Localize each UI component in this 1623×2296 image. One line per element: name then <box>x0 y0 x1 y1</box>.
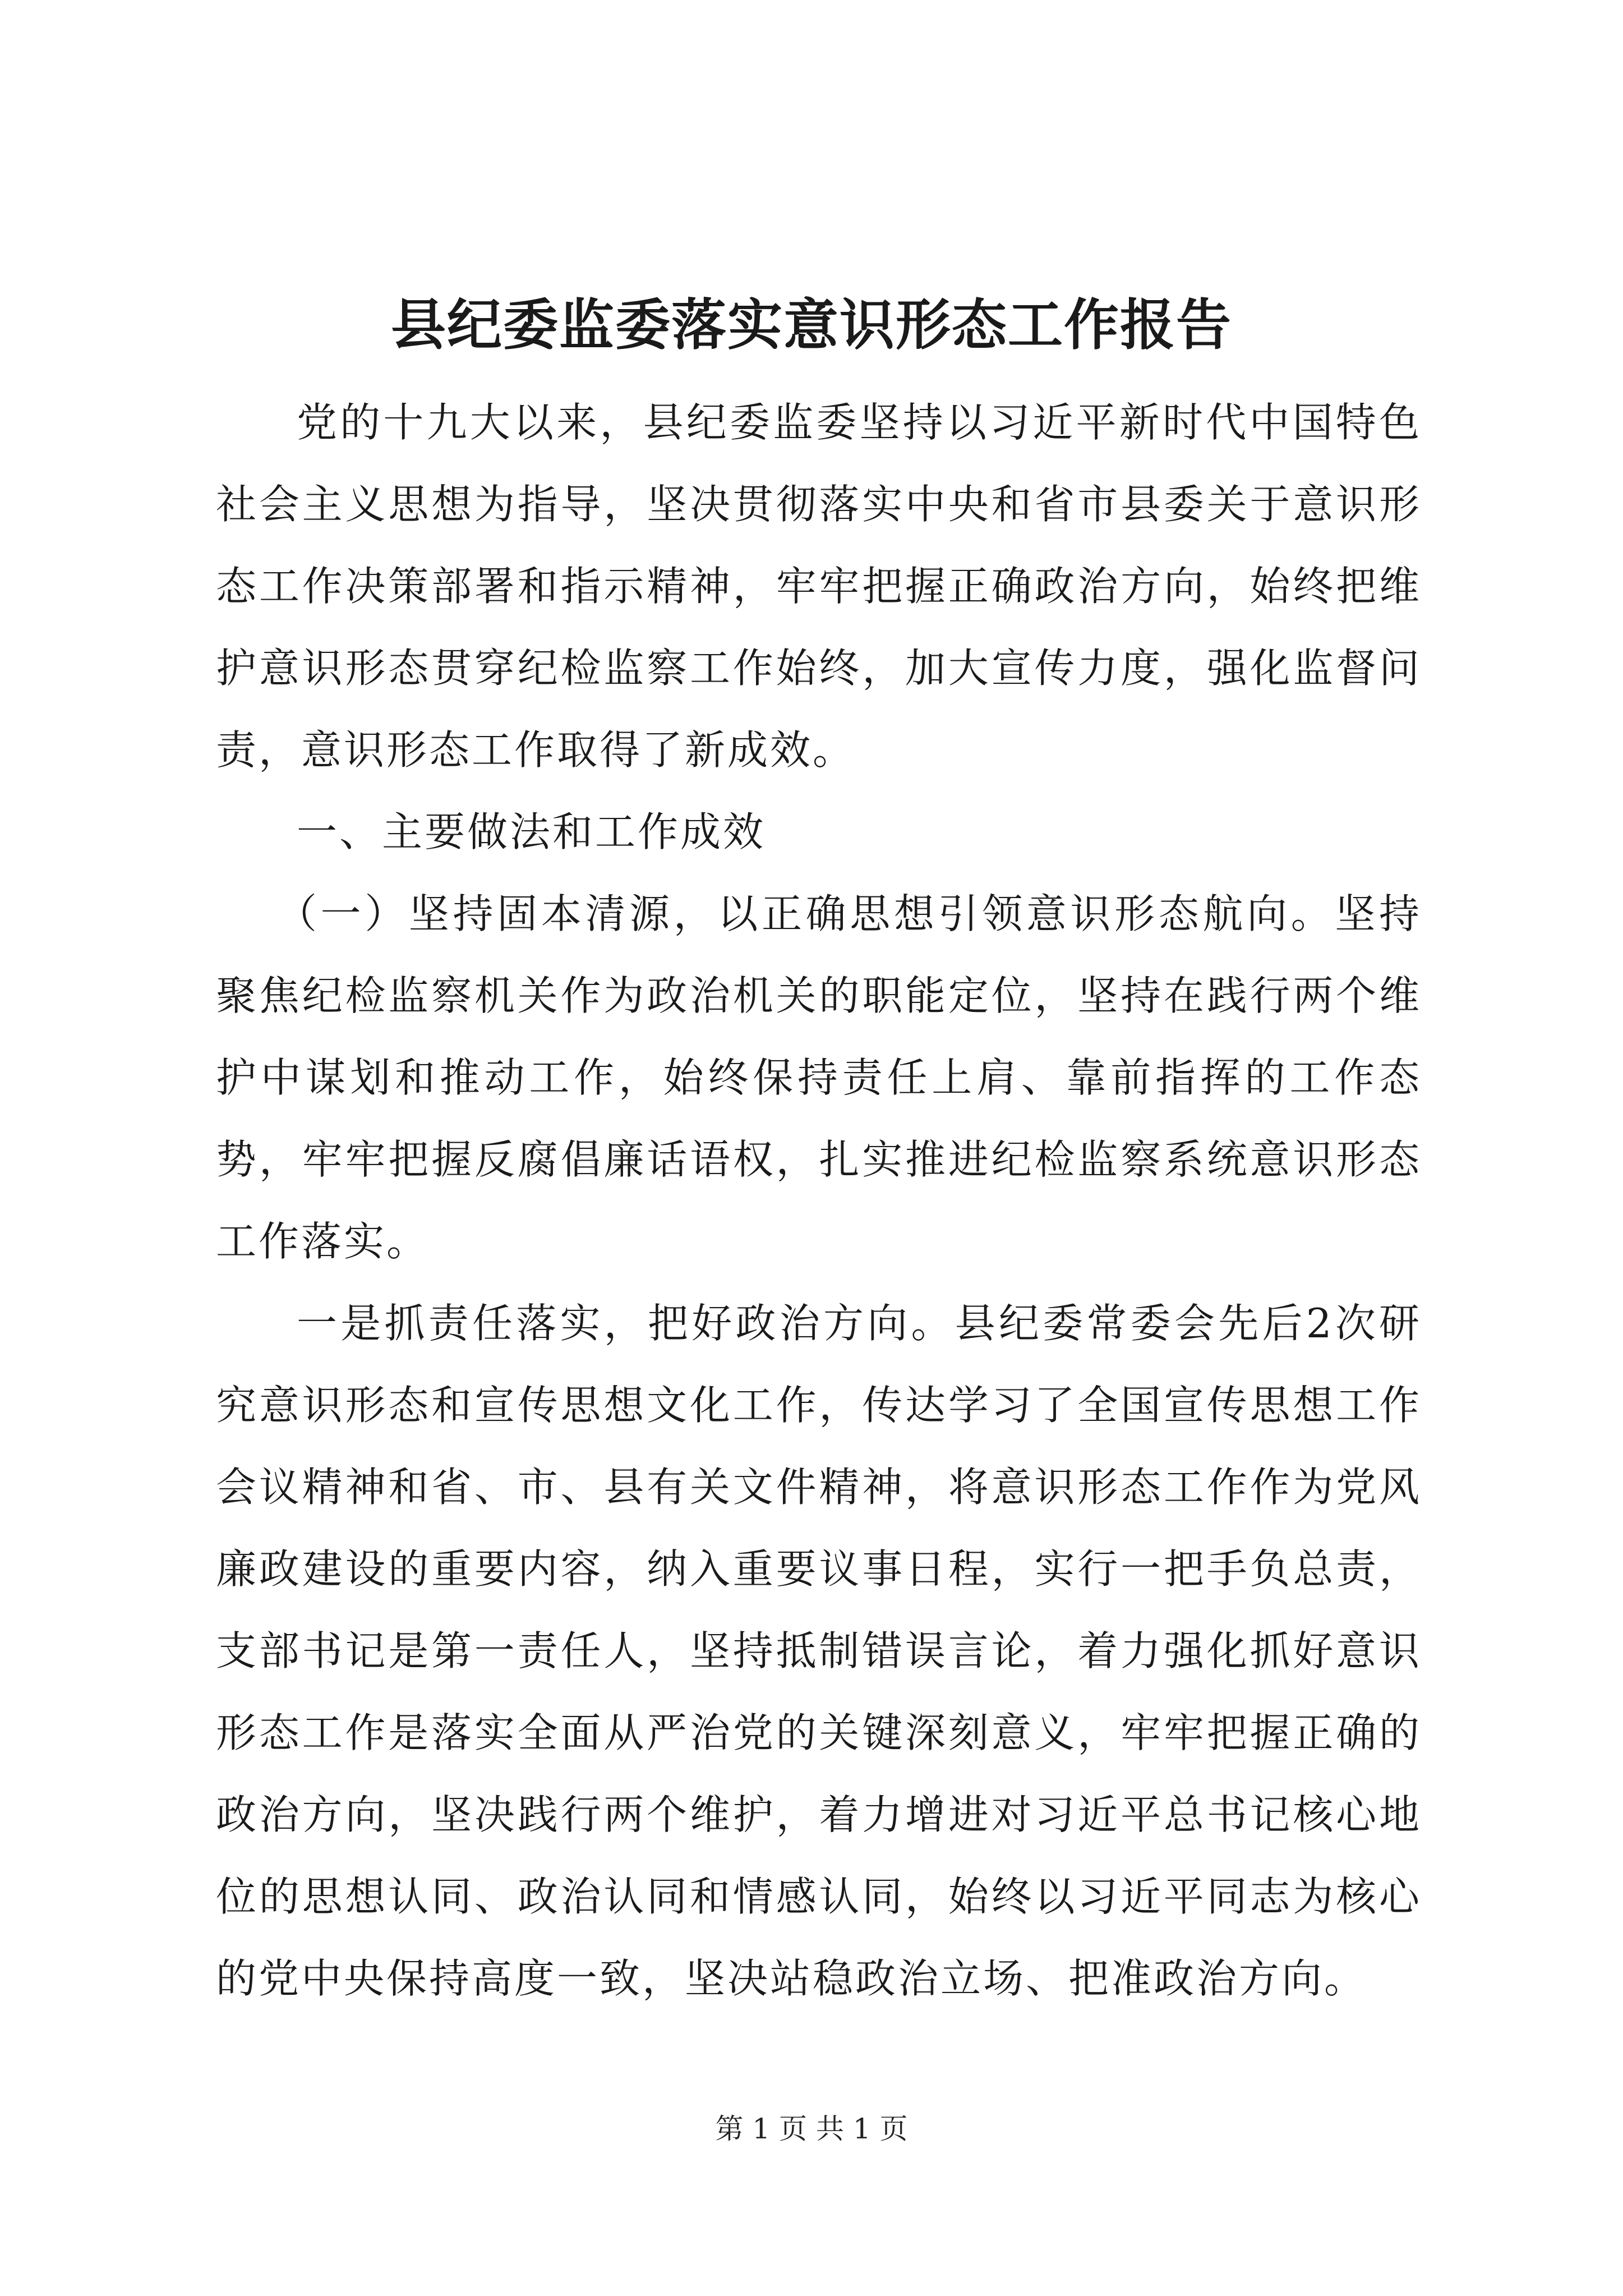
page-footer: 第 1 页 共 1 页 <box>715 2113 908 2145</box>
paragraph-subsection-1: （一）坚持固本清源，以正确思想引领意识形态航向。坚持聚焦纪检监察机关作为政治机关的职能定位，坚持在践行两个维护中谋划和推动工作，始终保持责任上肩、靠前指挥的工作态势，牢牢把握反腐倡廉话语权，扎实推进纪检监察系统意识形态工作落实。 <box>216 890 1422 1265</box>
paragraph-point-1: 一是抓责任落实，把好政治方向。县纪委常委会先后2次研究意识形态和宣传思想文化工作，传达学习了全国宣传思想工作会议精神和省、市、县有关文件精神，将意识形态工作作为党风廉政建设的重要内容，纳入重要议事日程，实行一把手负总责，支部书记是第一责任人，坚持抵制错误言论，着力强化抓好意识形态工作是落实全面从严治党的关键深刻意义，牢牢把握正确的政治方向，坚决践行两个维护，着力增进对习近平总书记核心地位的思想认同、政治认同和情感认同，始终以习近平同志为核心的党中央保持高度一致，坚决站稳政治立场、把准政治方向。 <box>216 1300 1422 2002</box>
document-title: 县纪委监委落实意识形态工作报告 <box>390 293 1232 357</box>
paragraph-intro: 党的十九大以来，县纪委监委坚持以习近平新时代中国特色社会主义思想为指导，坚决贯彻落实中央和省市县委关于意识形态工作决策部署和指示精神，牢牢把握正确政治方向，始终把维护意识形态贯穿纪检监察工作始终，加大宣传力度，强化监督问责，意识形态工作取得了新成效。 <box>216 399 1422 774</box>
document-body <box>216 381 1422 2019</box>
section-heading-1: 一、主要做法和工作成效 <box>297 808 766 855</box>
